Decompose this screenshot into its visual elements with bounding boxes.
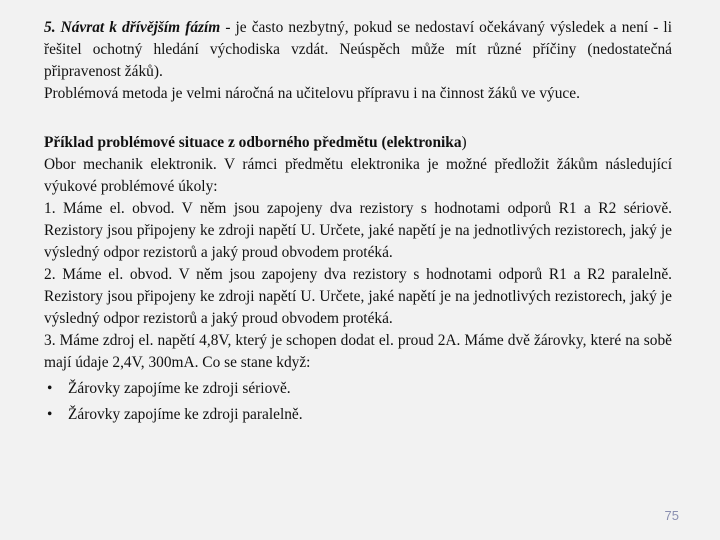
example-intro: Obor mechanik elektronik. V rámci předmětu elektronika je možné předložit žákům následující výukové problémové úkoly: bbox=[44, 156, 672, 195]
page-number: 75 bbox=[664, 508, 679, 523]
task-3: 3. Máme zdroj el. napětí 4,8V, který je schopen dodat el. proud 2A. Máme dvě žárovky, které na sobě mají údaje 2,4V, 300mA. Co se stane když: bbox=[44, 332, 672, 371]
bullet-icon: • bbox=[47, 406, 53, 423]
task-2: 2. Máme el. obvod. V něm jsou zapojeny dva rezistory s hodnotami odporů R1 a R2 paralelně. Rezistory jsou připojeny ke zdroji napětí U. Určete, jaké napětí je na jednotlivých rezistorech, jaký je výsledný odpor rezistorů a jaký proud obvodem protéká. bbox=[44, 266, 672, 327]
slide-content bbox=[44, 17, 672, 426]
task-1: 1. Máme el. obvod. V něm jsou zapojeny dva rezistory s hodnotami odporů R1 a R2 sériově. Rezistory jsou připojeny ke zdroji napětí U. Určete, jaké napětí je na jednotlivých rezistorech, jaký je výsledný odpor rezistorů a jaký proud obvodem protéká. bbox=[44, 200, 672, 261]
bullet-item-serial bbox=[44, 378, 672, 400]
step-5-title: 5. Návrat k dřívějším fázím bbox=[44, 19, 221, 36]
bullet-text-parallel: Žárovky zapojíme ke zdroji paralelně. bbox=[68, 406, 303, 423]
spacer bbox=[44, 105, 672, 132]
bullet-text-serial: Žárovky zapojíme ke zdroji sériově. bbox=[68, 380, 291, 397]
bullet-item-parallel bbox=[44, 404, 672, 426]
bullet-icon: • bbox=[47, 380, 53, 397]
example-heading-bold: Příklad problémové situace z odborného předmětu (elektronika bbox=[44, 134, 462, 151]
method-note: Problémová metoda je velmi náročná na učitelovu přípravu i na činnost žáků ve výuce. bbox=[44, 85, 580, 102]
example-heading bbox=[44, 132, 672, 154]
example-heading-close: ) bbox=[461, 134, 467, 151]
step-5-paragraph bbox=[44, 17, 672, 83]
step-5-text: - je často nezbytný, pokud se nedostaví očekávaný výsledek a není - li řešitel ochotný hledání východiska vzdát. Neúspěch může mít různé příčiny (nedostatečná připravenost žáků). bbox=[44, 19, 672, 80]
